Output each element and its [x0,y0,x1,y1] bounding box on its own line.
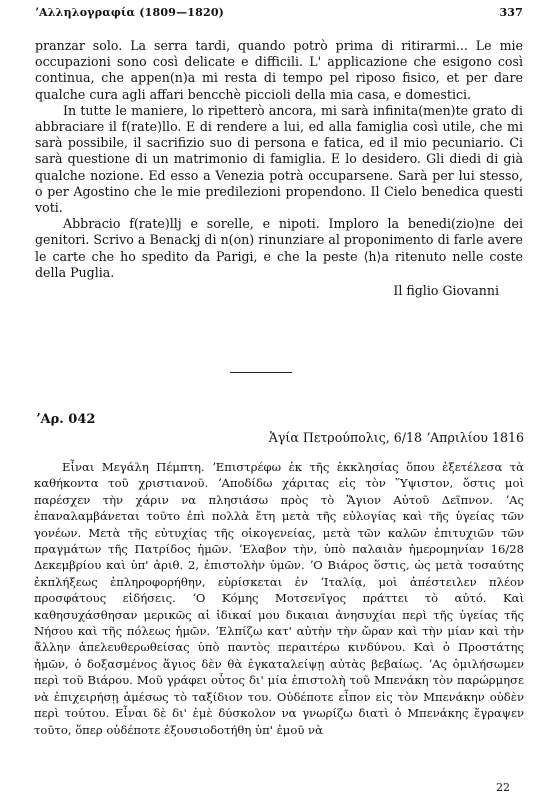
greek-letter [34,459,524,738]
section-divider [230,372,292,373]
italian-paragraph: Abbracio f(rate)llj e sorelle, e nipoti. Imploro la benedi(zio)ne dei genitori. Scrivo a Benackj di n(on) rinunziare al proponimento di farle avere le carte che ho spedito da Parigi, e che la peste ⟨h⟩a ritenuto nelle coste della Puglia. [35,216,523,280]
letter-place-date: Ἁγία Πετρούπολις, 6/18 ʼΑπριλίου 1816 [268,430,524,445]
page-header [35,6,523,22]
footer-number: 22 [496,781,510,794]
italian-paragraph: pranzar solo. La serra tardi, quando potrò prima di ritirarmi... Le mie occupazioni sono così delicate e difficili. L' applicazione che esigono così continua, che appen(n)a mi resta di tempo pel riposo fisico, et per dare qualche cura agli affari bencchè piccioli della mia casa, e domestici. [35,38,523,102]
italian-letter [35,38,523,299]
letter-signature: Il figlio Giovanni [393,283,499,299]
letter-number: ʼΑρ. 042 [36,412,96,427]
page-number: 337 [499,6,523,19]
italian-paragraph: In tutte le maniere, lo ripetterò ancora, mi sarà infinita(men)te grato di abbraciare il f(rate)llo. E di rendere a lui, ed alla famiglia così utile, che mi sarà possibile, il sacrifizio suo di persona e fatica, ed il mio pecuniario. Ci sarà questione di un matrimonio di famiglia. E lo desidero. Gli diedi di già qualche nozione. Ed esso a Venezia potrà occuparsene. Sarà per lui stesso, o per Agostino che le mie predilezioni propendono. Il Cielo benedica questi voti. [35,102,523,216]
running-title: ʼΑλληλογραφία (1809—1820) [35,6,225,19]
greek-paragraph: Εἶναι Μεγάλη Πέμπτη. ʼΕπιστρέφω ἐκ τῆς ἐκκλησίας ὅπου ἐξετέλεσα τὰ καθήκοντα τοῦ χριστιανοῦ. ʼΑποδίδω χάριτας εἰς τὸν Ὕψιστον, ὅστις μοὶ παρέσχεν τὴν χάριν να πλησιάσω πρὸς τὸ Ἅγιον Αὐτοῦ Δεῖπνον. ʼΑς ἐπαναλαμβάνεται τοῦτο ἐπὶ πολλὰ ἔτη μετὰ τῆς εὐλογίας καὶ τῆς ὑγείας τῶν γονέων. Μετὰ τῆς εὐτυχίας τῆς οἰκογενείας, μετὰ τῶν καλῶν ἐπιτυχιῶν τῶν πραγμάτων τῆς Πατρίδος ἡμῶν. ʼΕλαβον τὴν, ὑπὸ παλαιὰν ἡμερομηνίαν 16/28 Δεκεμβρίου καὶ ὑπ' ἀριθ. 2, ἐπιστολὴν ὑμῶν. ʼΟ Βιάρος ὅστις, ὡς μετὰ τοσαύτης ἐκπλήξεως ἐπληροφορήθην, εὑρίσκεται ἐν ʼΙταλίᾳ, μοὶ ἀπέστειλεν πλέον προσφάτους εἰδήσεις. ʼΟ Κόμης Μοτσενῖγος πράττει τὸ αὐτό. Καὶ καθησυχάσθησαν μερικῶς αἱ ἰδικαί μου δικαιαι ἀνησυχίαι περὶ τῆς ὑγείας τῆς Νήσου καὶ τῆς πόλεως ἡμῶν. ʼΕλπίζω κατ' αὐτὴν τὴν ὥραν καὶ τὴν μίαν καὶ τὴν ἄλλην ἀπελευθερωθείσας ὑπὸ παντὸς περαιτέρω κινδύνου. Καὶ ὁ Προστάτης ἡμῶν, ὁ δοξασμένος ἅγιος δὲν θὰ ἐγκαταλείψῃ αὐτὰς βεβαίως. ʼΑς ὁμιλήσωμεν περὶ τοῦ Βιάρου. Μοῦ γράφει οὗτος δι' μία ἐπιστολὴ τοῦ Μπενάκη τὸν παρώρμησε νὰ ἐπιχειρήσῃ ἀμέσως τὸ ταξίδιον του. Οὐδέποτε εἶπον εἰς τὸν Μπενάκην οὐδὲν περὶ τούτου. Εἶναι δὲ δι' ἐμὲ δύσκολον να γνωρίζω διατὶ ὁ Μπενάκης ἔγραψεν τοῦτο, ὅπερ οὐδέποτε ἐξουσιοδοτήθη ὑπ' ἐμοῦ νὰ [34,460,524,737]
